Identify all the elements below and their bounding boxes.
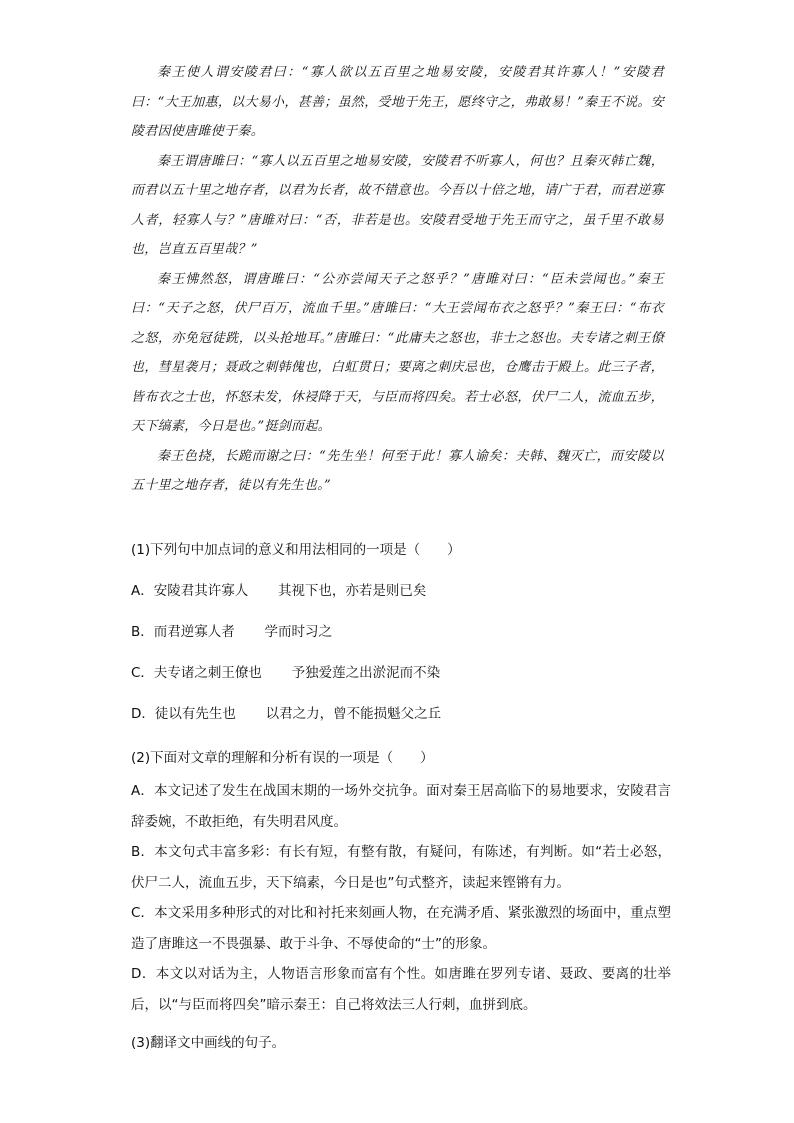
question-2-option-c: C．本文采用多种形式的对比和衬托来刻画人物，在充满矛盾、紧张激烈的场面中，重点塑造了唐雎这一不畏强暴、敢于斗争、不辱使命的“士”的形象。 [131,905,671,952]
option-sentence: B．而君逆寡人者 [131,624,235,640]
question-1-stem: (1)下列句中加点词的意义和用法相同的一项是（ ） [131,542,461,558]
question-3-stem: (3)翻译文中画线的句子。 [131,1035,286,1051]
question-2 [131,746,671,1020]
option-sentence: C．夫专诸之刺王僚也 [131,665,262,681]
question-2-option-b: B．本文句式丰富多彩：有长有短，有整有散，有疑问，有陈述，有判断。如“若士必怒，伏尸二人，流血五步，天下缟素，今日是也”句式整齐，读起来铿锵有力。 [131,844,671,891]
question-1 [131,538,671,743]
question-1-option-c [131,661,671,702]
option-compare-sentence: 其视下也，亦若是则已矣 [277,583,427,599]
question-1-option-b [131,620,671,661]
option-sentence: A．安陵君其许寡人 [131,583,249,599]
passage-paragraph: 秦王色挠，长跪而谢之曰：“先生坐！何至于此！寡人谕矣：夫韩、魏灭亡，而安陵以五十里之地存者，徒以有先生也。” [131,448,664,493]
question-2-option-a: A．本文记述了发生在战国末期的一场外交抗争。面对秦王居高临下的易地要求，安陵君言辞委婉，不敢拒绝，有失明君风度。 [131,783,671,830]
option-compare-sentence: 予独爱莲之出淤泥而不染 [291,665,441,681]
option-compare-sentence: 以君之力，曾不能损魁父之丘 [265,706,442,722]
question-2-option-d: D．本文以对话为主，人物语言形象而富有个性。如唐雎在罗列专诸、聂政、要离的壮举后，以“与臣而将四矣”暗示秦王：自己将效法三人行刺，血拼到底。 [131,966,671,1013]
question-1-option-d [131,702,671,743]
option-compare-sentence: 学而时习之 [264,624,332,640]
passage-paragraph: 秦王谓唐雎曰：“寡人以五百里之地易安陵，安陵君不听寡人，何也？且秦灭韩亡魏，而君以五十里之地存者，以君为长者，故不错意也。今吾以十倍之地，请广于君，而君逆寡人者，轻寡人与？”唐雎对曰：“否，非若是也。安陵君受地于先王而守之，虽千里不敢易也，岂直五百里哉？” [131,153,664,257]
passage-paragraph: 秦王使人谓安陵君曰：“寡人欲以五百里之地易安陵，安陵君其许寡人！”安陵君曰：“大王加惠，以大易小，甚善；虽然，受地于先王，愿终守之，弗敢易！”秦王不说。安陵君因使唐雎使于秦。 [131,65,664,139]
option-sentence: D．徒以有先生也 [131,706,236,722]
question-2-stem: (2)下面对文章的理解和分析有误的一项是（ ） [131,750,434,766]
question-1-option-a [131,579,671,620]
classical-chinese-passage [131,58,664,501]
passage-paragraph: 秦王怫然怒，谓唐雎曰：“公亦尝闻天子之怒乎？”唐雎对曰：“臣未尝闻也。”秦王曰：“天子之怒，伏尸百万，流血千里。”唐雎曰：“大王尝闻布衣之怒乎？”秦王曰：“布衣之怒，亦免冠徒跣，以头抢地耳。”唐雎曰：“此庸夫之怒也，非士之怒也。夫专诸之刺王僚也，彗星袭月；聂政之刺韩傀也，白虹贯日；要离之刺庆忌也，仓鹰击于殿上。此三子者，皆布衣之士也，怀怒未发，休祲降于天，与臣而将四矣。若士必怒，伏尸二人，流血五步，天下缟素，今日是也。”挺剑而起。 [131,271,664,434]
